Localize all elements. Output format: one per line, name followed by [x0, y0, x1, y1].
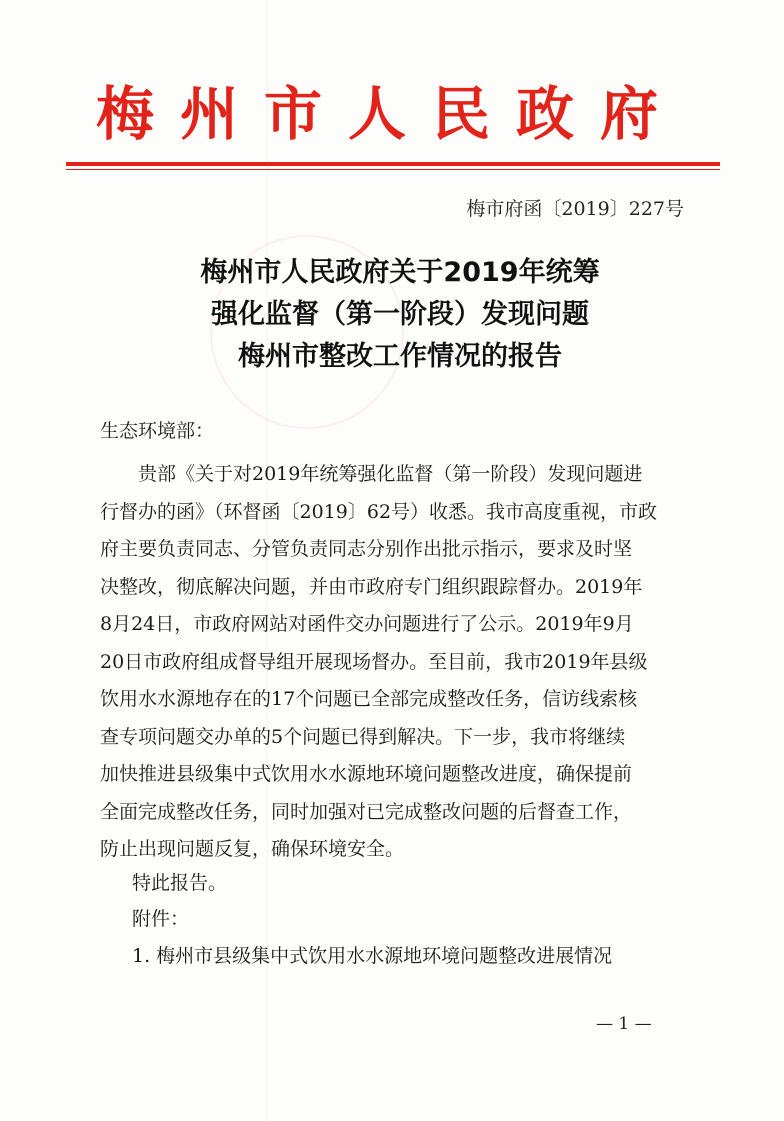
- attachment-label: 附件：: [132, 908, 190, 930]
- body-line: 全面完成整改任务，同时加强对已完成整改问题的后督查工作，: [100, 800, 633, 823]
- document-number: 梅市府函〔2019〕227号: [466, 198, 684, 220]
- title-line: 梅州市人民政府关于2019年统筹: [200, 257, 600, 288]
- salutation: 生态环境部：: [100, 420, 215, 442]
- body-line: 加快推进县级集中式饮用水水源地环境问题整改进度，确保提前: [100, 763, 633, 785]
- body-line: 查专项问题交办单的5个问题已得到解决。下一步，我市将继续: [100, 725, 626, 748]
- title-line: 梅州市整改工作情况的报告: [238, 341, 562, 372]
- document-title: [110, 252, 690, 378]
- letterhead-red-rule: [66, 162, 720, 166]
- body-line: 府主要负责同志、分管负责同志分别作出批示指示，要求及时坚: [100, 538, 633, 560]
- body-line: 防止出现问题反复，确保环境安全。: [100, 838, 405, 860]
- letterhead-title: 梅州市人民政府: [96, 80, 685, 148]
- closing-remark: 特此报告。: [132, 872, 228, 894]
- body-line: 饮用水水源地存在的17个问题已全部完成整改任务，信访线索核: [100, 688, 638, 710]
- attachment-item: 1. 梅州市县级集中式饮用水水源地环境问题整改进展情况: [132, 945, 613, 967]
- body-line: 20日市政府组成督导组开展现场督办。至目前，我市2019年县级: [100, 650, 648, 673]
- body-line: 行督办的函》（环督函〔2019〕62号）收悉。我市高度重视，市政: [100, 500, 658, 523]
- title-line: 强化监督（第一阶段）发现问题: [211, 299, 589, 330]
- letterhead-red-rule-thin: [66, 169, 720, 170]
- body-line: 贵部《关于对2019年统筹强化监督（第一阶段）发现问题进: [100, 463, 643, 485]
- body-line: 8月24日，市政府网站对函件交办问题进行了公示。2019年9月: [100, 613, 634, 635]
- body-line: 决整改，彻底解决问题，并由市政府专门组织跟踪督办。2019年: [100, 575, 643, 598]
- page-number: — 1 —: [596, 1014, 652, 1034]
- body-paragraph: [100, 456, 690, 869]
